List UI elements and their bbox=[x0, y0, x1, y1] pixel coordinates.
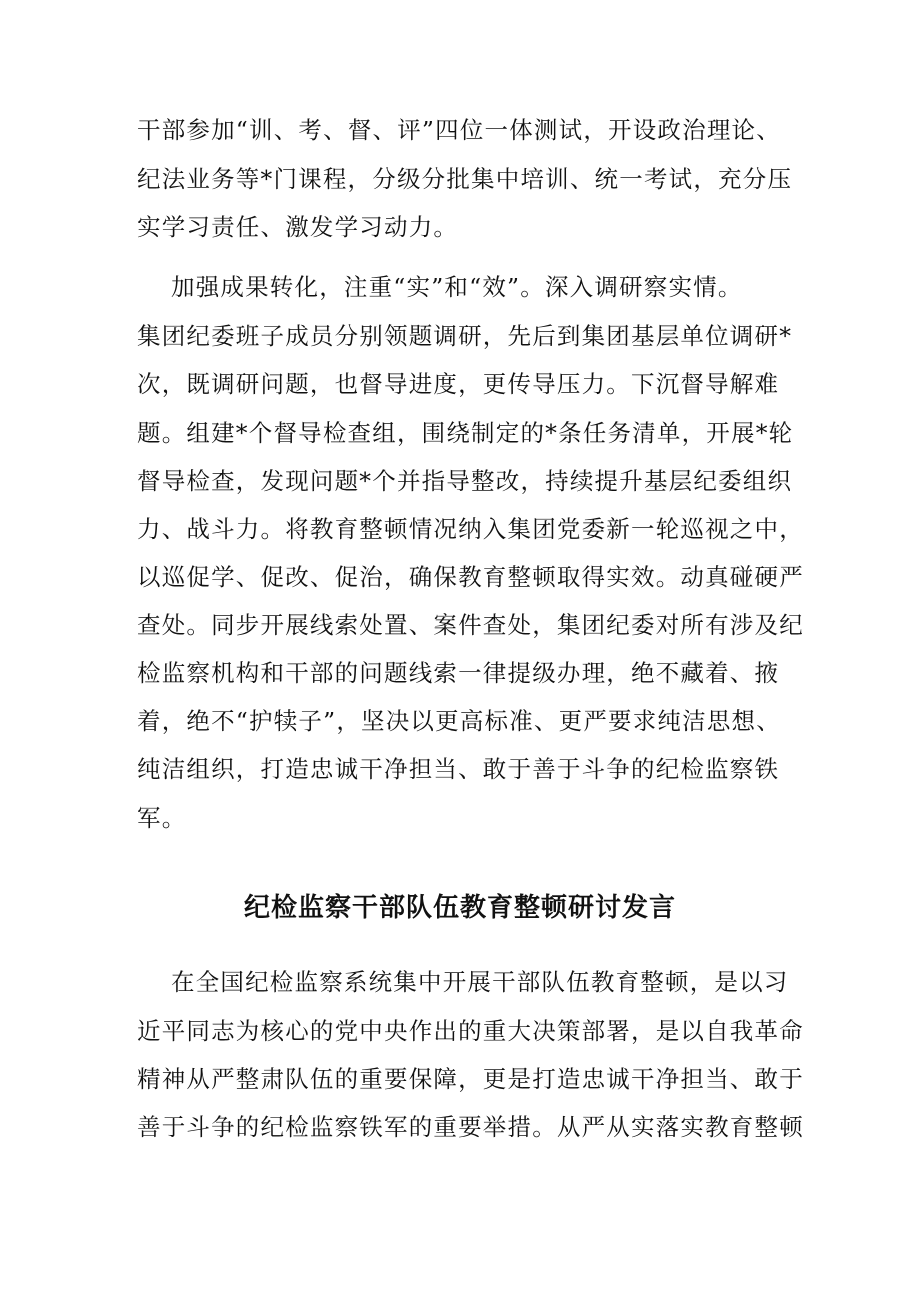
paragraph-2-line: 检监察机构和干部的问题线索一律提级办理，绝不藏着、掖 bbox=[137, 659, 780, 687]
paragraph-2-line: 力、战斗力。将教育整顿情况纳入集团党委新一轮巡视之中， bbox=[137, 515, 804, 543]
paragraph-2-line: 督导检查，发现问题*个并指导整改，持续提升基层纪委组织 bbox=[137, 467, 793, 495]
paragraph-2-line: 着，绝不“护犊子”，坚决以更高标准、更严要求纯洁思想、 bbox=[137, 707, 781, 735]
paragraph-3-line: 近平同志为核心的党中央作出的重大决策部署，是以自我革命 bbox=[137, 1017, 804, 1045]
paragraph-3-line: 善于斗争的纪检监察铁军的重要举措。从严从实落实教育整顿 bbox=[137, 1113, 804, 1141]
paragraph-1-line: 纪法业务等*门课程，分级分批集中培训、统一考试，充分压 bbox=[137, 165, 793, 193]
paragraph-2-line: 加强成果转化，注重“实”和“效”。深入调研察实情。 bbox=[171, 273, 743, 301]
paragraph-1-line: 干部参加“训、考、督、评”四位一体测试，开设政治理论、 bbox=[137, 116, 781, 144]
paragraph-2-line: 集团纪委班子成员分别领题调研，先后到集团基层单位调研* bbox=[137, 322, 793, 350]
paragraph-2-line: 次，既调研问题，也督导进度，更传导压力。下沉督导解难 bbox=[137, 370, 780, 398]
paragraph-2-line: 查处。同步开展线索处置、案件查处，集团纪委对所有涉及纪 bbox=[137, 611, 804, 639]
section-heading: 纪检监察干部队伍教育整顿研讨发言 bbox=[243, 893, 676, 923]
paragraph-3-line: 在全国纪检监察系统集中开展干部队伍教育整顿，是以习 bbox=[171, 968, 789, 996]
paragraph-2-line: 纯洁组织，打造忠诚干净担当、敢于善于斗争的纪检监察铁 bbox=[137, 755, 780, 783]
paragraph-1-line: 实学习责任、激发学习动力。 bbox=[137, 213, 459, 241]
paragraph-2-line: 以巡促学、促改、促治，确保教育整顿取得实效。动真碰硬严 bbox=[137, 563, 804, 591]
paragraph-2-line: 军。 bbox=[137, 804, 187, 832]
paragraph-2-line: 题。组建*个督导检查组，围绕制定的*条任务清单，开展*轮 bbox=[137, 419, 794, 447]
paragraph-3-line: 精神从严整肃队伍的重要保障，更是打造忠诚干净担当、敢于 bbox=[137, 1065, 804, 1093]
